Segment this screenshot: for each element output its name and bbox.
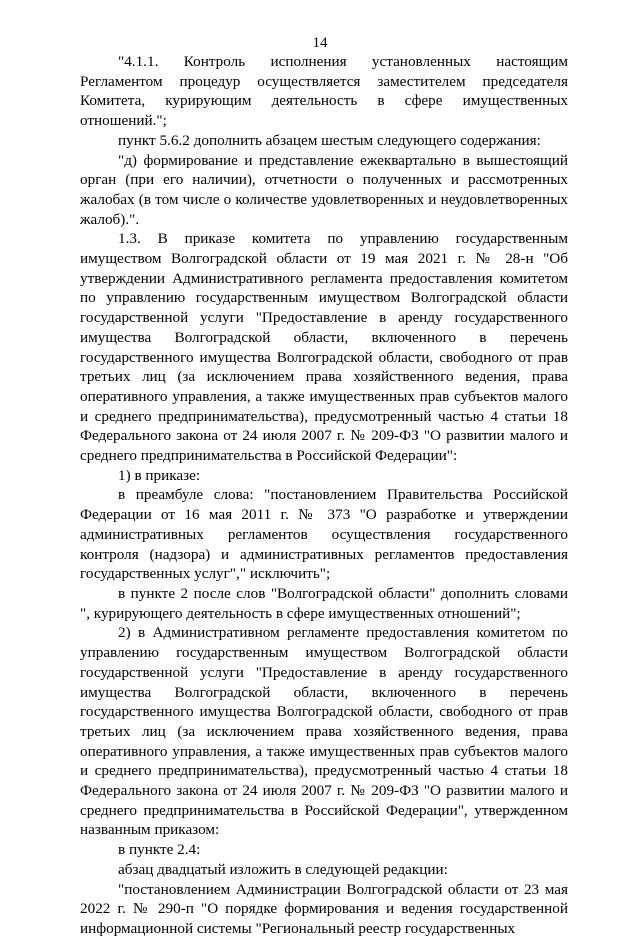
paragraph: пункт 5.6.2 дополнить абзацем шестым следующего содержания: — [118, 131, 541, 149]
paragraph: в пункте 2 после слов "Волгоградской области" дополнить словами ", курирующего деятельность в сфере имущественных отношений"; — [80, 584, 568, 622]
paragraph: "постановлением Администрации Волгоградской области от 23 мая 2022 г. № 290-п "О порядке формирования и ведения государственной информационной системы "Региональный реестр государственных — [80, 880, 568, 937]
page-number: 14 — [312, 35, 328, 51]
document-body — [80, 52, 568, 939]
paragraph: 2) в Административном регламенте предоставления комитетом по управлению государственным имуществом Волгоградской области государственной услуги "Предоставление в аренду государственного имущества Волгоградской области, включенного в перечень государственного имущества Волгоградской области, свободного от прав третьих лиц (за исключением права хозяйственного ведения, права оперативного управления, а также имущественных прав субъектов малого и среднего предпринимательства), предусмотренный частью 4 статьи 18 Федерального закона от 24 июля 2007 г. № 209-ФЗ "О развитии малого и среднего предпринимательства в Российской Федерации", утвержденном названным приказом: — [80, 624, 568, 839]
paragraph: "д) формирование и представление ежеквартально в вышестоящий орган (при его наличии), отчетности о полученных и рассмотренных жалобах (в том числе о количестве удовлетворенных и неудовлетворенных жалоб).". — [80, 151, 568, 228]
paragraph: в преамбуле слова: "постановлением Правительства Российской Федерации от 16 мая 2011 г. № 373 "О разработке и утверждении административных регламентов осуществления государственного контроля (надзора) и административных регламентов предоставления государственных услуг"," исключить"; — [80, 486, 568, 583]
paragraph: в пункте 2.4: — [118, 841, 201, 859]
paragraph: 1) в приказе: — [118, 466, 201, 484]
paragraph: 1.3. В приказе комитета по управлению государственным имуществом Волгоградской области от 19 мая 2021 г. № 28-н "Об утверждении Административного регламента предоставления комитетом по управлению государственным имуществом Волгоградской области государственной услуги "Предоставление в аренду государственного имущества Волгоградской области, включенного в перечень государственного имущества Волгоградской области, свободного от прав третьих лиц (за исключением права хозяйственного ведения, права оперативного управления, а также имущественных прав субъектов малого и среднего предпринимательства), предусмотренный частью 4 статьи 18 Федерального закона от 24 июля 2007 г. № 209-ФЗ "О развитии малого и среднего предпринимательства в Российской Федерации": — [80, 230, 568, 465]
paragraph: абзац двадцатый изложить в следующей редакции: — [118, 860, 448, 878]
paragraph: "4.1.1. Контроль исполнения установленных настоящим Регламентом процедур осуществляется заместителем председателя Комитета, курирующим деятельность в сфере имущественных отношений."; — [80, 53, 568, 130]
